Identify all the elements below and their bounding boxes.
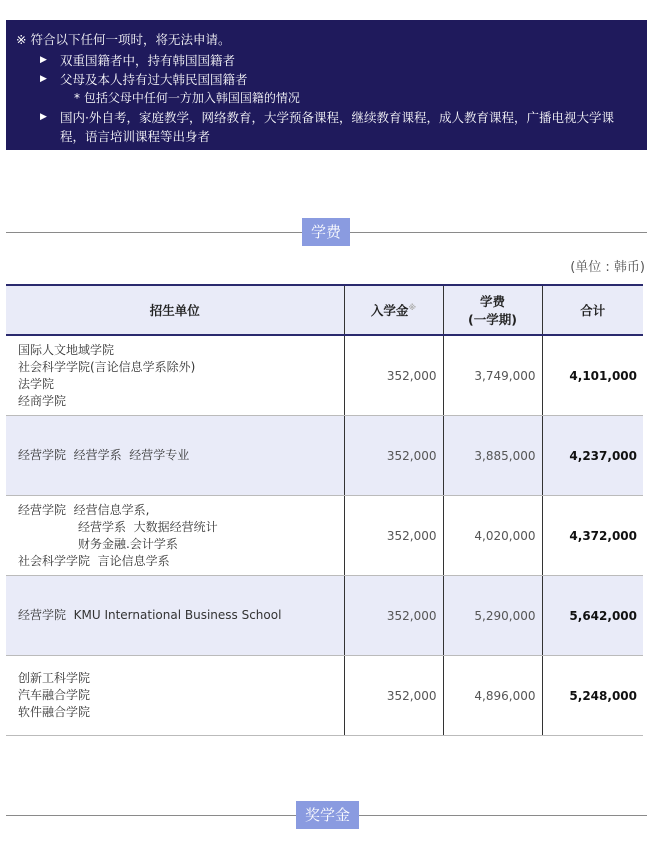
notice-sub-note: * 包括父母中任何一方加入韩国国籍的情况	[74, 91, 300, 105]
total-fee-cell: 5,642,000	[542, 576, 643, 656]
unit-line: 法学院	[18, 376, 55, 391]
total-fee-cell: 4,372,000	[542, 496, 643, 576]
total-fee-cell: 4,237,000	[542, 416, 643, 496]
unit-line: 经营学院 经营信息学系,	[18, 502, 150, 517]
total-fee-cell: 4,101,000	[542, 335, 643, 416]
tuition-table	[6, 284, 643, 736]
unit-line: 经营学系 大数据经营统计	[78, 519, 218, 534]
header-tuition	[443, 285, 542, 335]
admission-fee-cell: 352,000	[344, 656, 443, 736]
unit-cell	[6, 335, 344, 416]
unit-cell	[6, 656, 344, 736]
unit-line: 汽车融合学院	[18, 688, 91, 702]
notice-item-text: 父母及本人持有过大韩民国国籍者	[60, 72, 248, 87]
table-row	[6, 496, 643, 576]
header-admission	[344, 285, 443, 335]
unit-line: 经营学院 经营学系 经营学专业	[18, 448, 190, 462]
notice-item	[16, 70, 637, 89]
admission-fee-cell: 352,000	[344, 416, 443, 496]
table-row	[6, 656, 643, 736]
unit-line: 经商学院	[18, 393, 67, 408]
currency-unit-note: (单位 : 韩币)	[570, 260, 645, 275]
unit-line: 创新工科学院	[18, 671, 91, 685]
table-header-row	[6, 285, 643, 335]
tuition-fee-cell: 4,896,000	[443, 656, 542, 736]
unit-cell	[6, 496, 344, 576]
tuition-section-title: 学费	[302, 218, 350, 246]
notice-intro: ※ 符合以下任何一项时，将无法申请。	[16, 32, 231, 47]
tuition-fee-cell: 5,290,000	[443, 576, 542, 656]
notice-item	[16, 51, 637, 70]
tuition-fee-cell: 3,749,000	[443, 335, 542, 416]
header-tuition-label: 学费	[479, 294, 505, 309]
header-admission-label: 入学金	[370, 303, 409, 318]
header-unit: 招生单位	[6, 285, 344, 335]
header-total: 合计	[542, 285, 643, 335]
unit-line: 社会科学学院 言论信息学系	[18, 553, 170, 568]
admission-fee-cell: 352,000	[344, 335, 443, 416]
notice-list	[16, 51, 637, 146]
tuition-fee-cell: 3,885,000	[443, 416, 542, 496]
tuition-fee-cell: 4,020,000	[443, 496, 542, 576]
unit-cell	[6, 576, 344, 656]
scholarship-section-title: 奖学金	[296, 801, 359, 829]
admission-fee-cell: 352,000	[344, 576, 443, 656]
table-row	[6, 335, 643, 416]
unit-line: 财务金融.会计学系	[78, 536, 178, 551]
unit-line: 软件融合学院	[18, 705, 91, 719]
triangle-bullet-icon: ▶	[40, 112, 47, 122]
unit-line: 国际人文地域学院	[18, 342, 115, 357]
triangle-bullet-icon: ▶	[40, 74, 47, 84]
unit-line: 经营学院 KMU International Business School	[18, 608, 282, 622]
footnote-mark: ※	[408, 302, 417, 312]
table-row	[6, 576, 643, 656]
admission-fee-cell: 352,000	[344, 496, 443, 576]
table-row	[6, 416, 643, 496]
notice-item-text: 国内·外自考，家庭教学，网络教育，大学预备课程，继续教育课程，成人教育课程，广播电视大学课程，语言培训课程等出身者	[60, 110, 614, 144]
ineligibility-notice	[6, 20, 647, 150]
notice-item	[16, 108, 637, 146]
unit-cell	[6, 416, 344, 496]
notice-item-text: 双重国籍者中，持有韩国国籍者	[60, 53, 236, 68]
header-tuition-period: (一学期)	[468, 312, 517, 327]
total-fee-cell: 5,248,000	[542, 656, 643, 736]
unit-line: 社会科学学院(言论信息学系除外)	[18, 359, 196, 374]
triangle-bullet-icon: ▶	[40, 55, 47, 65]
